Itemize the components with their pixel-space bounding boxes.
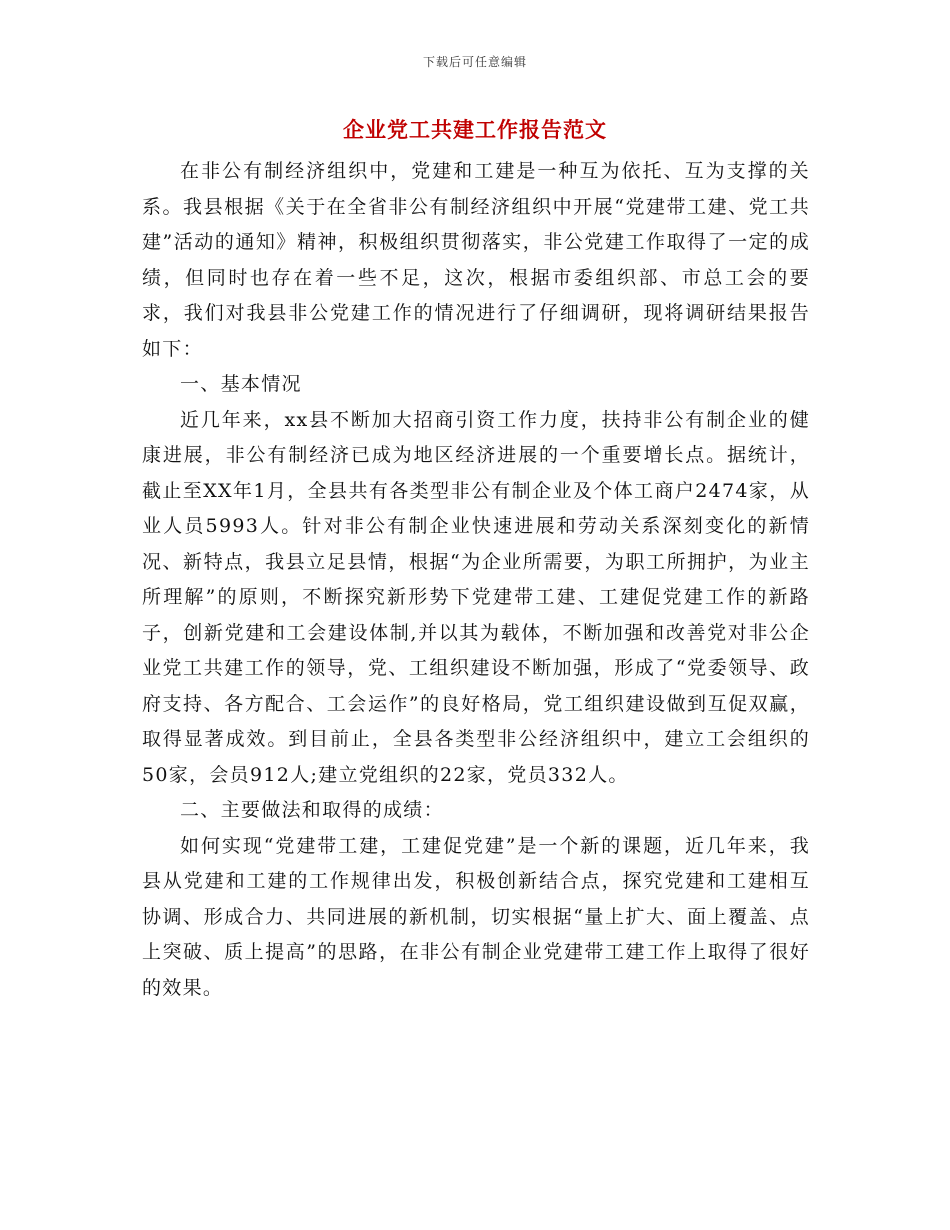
paragraph-basic-situation: 近几年来，xx县不断加大招商引资工作力度，扶持非公有制企业的健康进展，非公有制经济已成为地区经济进展的一个重要增长点。据统计，截止至XX年1月，全县共有各类型非公有制企业及个体工商户2474家，从业人员5993人。针对非公有制企业快速进展和劳动关系深刻变化的新情况、新特点，我县立足县情，根据“为企业所需要，为职工所拥护，为业主所理解”的原则，不断探究新形势下党建带工建、工建促党建工作的新路子，创新党建和工会建设体制,并以其为载体，不断加强和改善党对非公企业党工共建工作的领导，党、工组织建设不断加强，形成了“党委领导、政府支持、各方配合、工会运作”的良好格局，党工组织建设做到互促双赢，取得显著成效。到目前止，全县各类型非公经济组织中，建立工会组织的50家，会员912人;建立党组织的22家，党员332人。 bbox=[142, 408, 810, 786]
header-note: 下载后可任意编辑 bbox=[422, 55, 527, 69]
document-title: 企业党工共建工作报告范文 bbox=[343, 117, 607, 142]
document-body bbox=[142, 154, 810, 1006]
section-heading-basic-situation: 一、基本情况 bbox=[180, 373, 302, 395]
section-heading-main-practices: 二、主要做法和取得的成绩： bbox=[180, 799, 444, 821]
paragraph-intro: 在非公有制经济组织中，党建和工建是一种互为依托、互为支撑的关系。我县根据《关于在全省非公有制经济组织中开展“党建带工建、党工共建”活动的通知》精神，积极组织贯彻落实，非公党建工作取得了一定的成绩，但同时也存在着一些不足，这次，根据市委组织部、市总工会的要求，我们对我县非公党建工作的情况进行了仔细调研，现将调研结果报告如下： bbox=[142, 160, 810, 360]
paragraph-main-practices: 如何实现“党建带工建，工建促党建”是一个新的课题，近几年来，我县从党建和工建的工作规律出发，积极创新结合点，探究党建和工建相互协调、形成合力、共同进展的新机制，切实根据“量上扩大、面上覆盖、点上突破、质上提高”的思路，在非公有制企业党建带工建工作上取得了很好的效果。 bbox=[142, 834, 810, 999]
